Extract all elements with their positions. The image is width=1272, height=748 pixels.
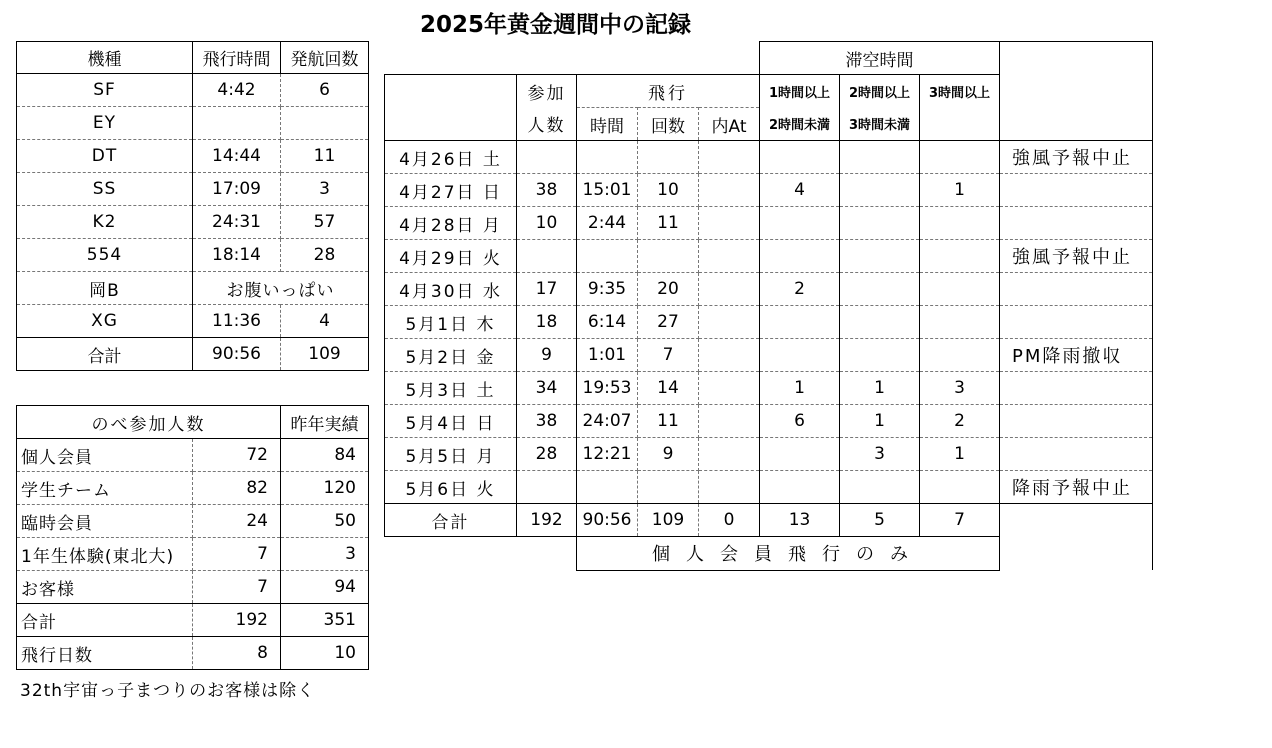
flight-internal-cell bbox=[699, 240, 760, 273]
table-row bbox=[385, 438, 1153, 471]
people-cell: 38 bbox=[517, 174, 577, 207]
date-cell: 5月3日 土 bbox=[385, 372, 517, 405]
flight-time-cell: 9:35 bbox=[577, 273, 638, 306]
airborne-1h-cell bbox=[760, 207, 840, 240]
blank-cell bbox=[385, 42, 760, 75]
participant-category: 学生チーム bbox=[17, 472, 193, 505]
total-time: 90:56 bbox=[193, 338, 281, 371]
flight-count-cell: 11 bbox=[638, 207, 699, 240]
previous-count: 120 bbox=[281, 472, 369, 505]
participant-category: お客様 bbox=[17, 571, 193, 604]
airborne-3h-cell bbox=[920, 141, 1000, 174]
flight-header: 飛行 bbox=[577, 75, 760, 108]
airborne-2h-cell bbox=[840, 240, 920, 273]
page-title: 2025年黄金週間中の記録 bbox=[420, 12, 692, 38]
airborne-1h-cell bbox=[760, 471, 840, 504]
flight-days-label: 飛行日数 bbox=[17, 637, 193, 670]
table-row bbox=[17, 505, 369, 538]
total-airborne-1h: 13 bbox=[760, 504, 840, 537]
airborne-3h-cell bbox=[920, 339, 1000, 372]
participation-header-top: 参加 bbox=[517, 75, 577, 108]
airborne-1h-cell bbox=[760, 240, 840, 273]
airborne-1h-header-bottom: 2時間未満 bbox=[760, 108, 840, 141]
flight-count-cell: 11 bbox=[638, 405, 699, 438]
flight-time-header: 飛行時間 bbox=[193, 42, 281, 74]
launch-count-cell: 28 bbox=[281, 239, 369, 272]
airborne-3h-cell: 3 bbox=[920, 372, 1000, 405]
flight-time-cell bbox=[193, 107, 281, 140]
flight-internal-cell bbox=[699, 438, 760, 471]
aircraft-note-cell: お腹いっぱい bbox=[193, 272, 369, 305]
airborne-1h-header-top: 1時間以上 bbox=[760, 75, 840, 108]
aircraft-type-header: 機種 bbox=[17, 42, 193, 74]
airborne-3h-cell bbox=[920, 207, 1000, 240]
airborne-3h-header-top: 3時間以上 bbox=[920, 75, 1000, 108]
flight-time-cell: 1:01 bbox=[577, 339, 638, 372]
total-count: 109 bbox=[638, 504, 699, 537]
table-row bbox=[17, 272, 369, 305]
flight-count-cell bbox=[638, 240, 699, 273]
flight-internal-cell bbox=[699, 339, 760, 372]
note-cell: 降雨予報中止 bbox=[1000, 471, 1153, 504]
airborne-1h-cell: 4 bbox=[760, 174, 840, 207]
total-current: 192 bbox=[193, 604, 281, 637]
airborne-1h-cell: 2 bbox=[760, 273, 840, 306]
flight-internal-cell bbox=[699, 174, 760, 207]
aircraft-table bbox=[16, 41, 369, 371]
participant-category: 1年生体験(東北大) bbox=[17, 538, 193, 571]
note-header-blank bbox=[1000, 108, 1153, 141]
note-cell bbox=[1000, 207, 1153, 240]
airborne-2h-cell bbox=[840, 306, 920, 339]
note-cell bbox=[1000, 306, 1153, 339]
launch-count-header: 発航回数 bbox=[281, 42, 369, 74]
note-cell: 強風予報中止 bbox=[1000, 141, 1153, 174]
note-cell bbox=[1000, 372, 1153, 405]
flight-internal-cell bbox=[699, 207, 760, 240]
airborne-2h-cell bbox=[840, 471, 920, 504]
total-people: 192 bbox=[517, 504, 577, 537]
airborne-2h-cell: 1 bbox=[840, 405, 920, 438]
total-previous: 351 bbox=[281, 604, 369, 637]
flight-time-cell bbox=[577, 471, 638, 504]
flight-count-cell bbox=[638, 471, 699, 504]
participation-header-bottom: 人数 bbox=[517, 108, 577, 141]
flight-time-cell: 14:44 bbox=[193, 140, 281, 173]
blank-cell bbox=[385, 537, 577, 570]
people-cell: 18 bbox=[517, 306, 577, 339]
note-header-blank bbox=[1000, 75, 1153, 108]
airborne-3h-header-bottom-blank bbox=[920, 108, 1000, 141]
flight-count-cell: 14 bbox=[638, 372, 699, 405]
flight-time-cell: 17:09 bbox=[193, 173, 281, 206]
table-header-row bbox=[17, 406, 369, 439]
airborne-2h-cell bbox=[840, 273, 920, 306]
airborne-time-header: 滞空時間 bbox=[760, 42, 1000, 75]
current-count: 82 bbox=[193, 472, 281, 505]
previous-year-header: 昨年実績 bbox=[281, 406, 369, 439]
date-cell: 4月30日 水 bbox=[385, 273, 517, 306]
participant-category: 臨時会員 bbox=[17, 505, 193, 538]
table-row bbox=[17, 305, 369, 338]
flight-time-cell: 24:07 bbox=[577, 405, 638, 438]
total-row bbox=[385, 504, 1153, 537]
people-cell: 28 bbox=[517, 438, 577, 471]
flight-internal-cell bbox=[699, 141, 760, 174]
airborne-2h-header-top: 2時間以上 bbox=[840, 75, 920, 108]
note-cell bbox=[1000, 174, 1153, 207]
airborne-2h-cell bbox=[840, 207, 920, 240]
table-row bbox=[385, 240, 1153, 273]
people-cell: 10 bbox=[517, 207, 577, 240]
note-cell: 強風予報中止 bbox=[1000, 240, 1153, 273]
launch-count-cell bbox=[281, 107, 369, 140]
date-cell: 5月1日 木 bbox=[385, 306, 517, 339]
flight-time-cell bbox=[577, 240, 638, 273]
launch-count-cell: 57 bbox=[281, 206, 369, 239]
people-cell bbox=[517, 471, 577, 504]
flight-time-cell: 18:14 bbox=[193, 239, 281, 272]
date-cell: 4月26日 土 bbox=[385, 141, 517, 174]
flight-days-previous: 10 bbox=[281, 637, 369, 670]
airborne-1h-cell bbox=[760, 141, 840, 174]
total-launches: 109 bbox=[281, 338, 369, 371]
table-row bbox=[385, 207, 1153, 240]
airborne-3h-cell: 2 bbox=[920, 405, 1000, 438]
airborne-3h-cell bbox=[920, 240, 1000, 273]
current-count: 72 bbox=[193, 439, 281, 472]
airborne-1h-cell: 1 bbox=[760, 372, 840, 405]
aircraft-type-cell: 岡B bbox=[17, 272, 193, 305]
flight-internal-header: 内At bbox=[699, 108, 760, 141]
airborne-3h-cell: 1 bbox=[920, 174, 1000, 207]
table-row bbox=[385, 174, 1153, 207]
launch-count-cell: 3 bbox=[281, 173, 369, 206]
flight-internal-cell bbox=[699, 273, 760, 306]
people-cell bbox=[517, 141, 577, 174]
people-cell bbox=[517, 240, 577, 273]
airborne-2h-cell bbox=[840, 174, 920, 207]
table-row bbox=[17, 206, 369, 239]
date-cell: 5月6日 火 bbox=[385, 471, 517, 504]
table-row bbox=[17, 173, 369, 206]
flight-days-row bbox=[17, 637, 369, 670]
note-cell bbox=[1000, 438, 1153, 471]
table-row bbox=[17, 239, 369, 272]
date-cell: 5月2日 金 bbox=[385, 339, 517, 372]
airborne-2h-cell: 1 bbox=[840, 372, 920, 405]
flight-time-cell: 11:36 bbox=[193, 305, 281, 338]
total-time: 90:56 bbox=[577, 504, 638, 537]
airborne-2h-header-bottom: 3時間未満 bbox=[840, 108, 920, 141]
airborne-2h-cell: 3 bbox=[840, 438, 920, 471]
flight-time-cell: 24:31 bbox=[193, 206, 281, 239]
flight-count-cell: 27 bbox=[638, 306, 699, 339]
airborne-3h-cell bbox=[920, 306, 1000, 339]
flight-time-header: 時間 bbox=[577, 108, 638, 141]
participants-header: のべ参加人数 bbox=[17, 406, 281, 439]
aircraft-type-cell: EY bbox=[17, 107, 193, 140]
airborne-3h-cell: 1 bbox=[920, 438, 1000, 471]
launch-count-cell: 6 bbox=[281, 74, 369, 107]
airborne-3h-cell bbox=[920, 471, 1000, 504]
airborne-2h-cell bbox=[840, 339, 920, 372]
total-internal: 0 bbox=[699, 504, 760, 537]
date-cell: 4月28日 月 bbox=[385, 207, 517, 240]
previous-count: 84 bbox=[281, 439, 369, 472]
previous-count: 94 bbox=[281, 571, 369, 604]
participant-category: 個人会員 bbox=[17, 439, 193, 472]
people-cell: 34 bbox=[517, 372, 577, 405]
table-row bbox=[17, 140, 369, 173]
flight-internal-cell bbox=[699, 471, 760, 504]
flight-internal-cell bbox=[699, 405, 760, 438]
aircraft-type-cell: DT bbox=[17, 140, 193, 173]
table-row bbox=[385, 306, 1153, 339]
footnote: 32th宇宙っ子まつりのお客様は除く bbox=[20, 681, 316, 701]
table-row bbox=[385, 471, 1153, 504]
total-airborne-3h: 7 bbox=[920, 504, 1000, 537]
individual-only-caption: 個人会員飛行のみ bbox=[577, 537, 1000, 570]
note-cell bbox=[1000, 405, 1153, 438]
airborne-1h-cell bbox=[760, 306, 840, 339]
flight-count-header: 回数 bbox=[638, 108, 699, 141]
date-cell: 4月29日 火 bbox=[385, 240, 517, 273]
flight-time-cell: 19:53 bbox=[577, 372, 638, 405]
date-cell: 5月4日 日 bbox=[385, 405, 517, 438]
flight-count-cell: 10 bbox=[638, 174, 699, 207]
table-row bbox=[17, 538, 369, 571]
note-cell: PM降雨撤収 bbox=[1000, 339, 1153, 372]
table-row bbox=[385, 405, 1153, 438]
flight-internal-cell bbox=[699, 372, 760, 405]
flight-count-cell: 9 bbox=[638, 438, 699, 471]
total-row bbox=[17, 338, 369, 371]
table-row bbox=[17, 74, 369, 107]
note-cell bbox=[1000, 273, 1153, 306]
aircraft-type-cell: 554 bbox=[17, 239, 193, 272]
date-cell: 4月27日 日 bbox=[385, 174, 517, 207]
total-label: 合計 bbox=[385, 504, 517, 537]
table-row bbox=[17, 571, 369, 604]
flight-time-cell bbox=[577, 141, 638, 174]
total-label: 合計 bbox=[17, 338, 193, 371]
total-row bbox=[17, 604, 369, 637]
flight-count-cell: 7 bbox=[638, 339, 699, 372]
table-row bbox=[17, 472, 369, 505]
launch-count-cell: 11 bbox=[281, 140, 369, 173]
previous-count: 50 bbox=[281, 505, 369, 538]
airborne-header-row bbox=[385, 42, 1153, 75]
current-count: 7 bbox=[193, 538, 281, 571]
table-row bbox=[17, 439, 369, 472]
flight-time-cell: 15:01 bbox=[577, 174, 638, 207]
airborne-1h-cell bbox=[760, 438, 840, 471]
flight-days-current: 8 bbox=[193, 637, 281, 670]
current-count: 24 bbox=[193, 505, 281, 538]
airborne-1h-cell bbox=[760, 339, 840, 372]
people-cell: 9 bbox=[517, 339, 577, 372]
people-cell: 38 bbox=[517, 405, 577, 438]
flight-count-cell: 20 bbox=[638, 273, 699, 306]
airborne-1h-cell: 6 bbox=[760, 405, 840, 438]
participants-table bbox=[16, 405, 369, 670]
table-row bbox=[385, 273, 1153, 306]
airborne-2h-cell bbox=[840, 141, 920, 174]
flight-time-cell: 4:42 bbox=[193, 74, 281, 107]
flight-time-cell: 12:21 bbox=[577, 438, 638, 471]
aircraft-type-cell: K2 bbox=[17, 206, 193, 239]
current-count: 7 bbox=[193, 571, 281, 604]
previous-count: 3 bbox=[281, 538, 369, 571]
total-airborne-2h: 5 bbox=[840, 504, 920, 537]
airborne-3h-cell bbox=[920, 273, 1000, 306]
table-row bbox=[17, 107, 369, 140]
table-header-row bbox=[17, 42, 369, 74]
date-cell: 5月5日 月 bbox=[385, 438, 517, 471]
note-header-blank bbox=[1000, 42, 1153, 75]
flight-count-cell bbox=[638, 141, 699, 174]
aircraft-type-cell: XG bbox=[17, 305, 193, 338]
note-total-blank bbox=[1000, 504, 1153, 571]
flight-time-cell: 6:14 bbox=[577, 306, 638, 339]
table-row bbox=[385, 339, 1153, 372]
flight-time-cell: 2:44 bbox=[577, 207, 638, 240]
header-row-1 bbox=[385, 75, 1153, 108]
daily-record-table bbox=[384, 41, 1153, 571]
table-row bbox=[385, 372, 1153, 405]
date-header-blank bbox=[385, 75, 517, 141]
flight-internal-cell bbox=[699, 306, 760, 339]
people-cell: 17 bbox=[517, 273, 577, 306]
launch-count-cell: 4 bbox=[281, 305, 369, 338]
aircraft-type-cell: SS bbox=[17, 173, 193, 206]
aircraft-type-cell: SF bbox=[17, 74, 193, 107]
total-label: 合計 bbox=[17, 604, 193, 637]
table-row bbox=[385, 141, 1153, 174]
